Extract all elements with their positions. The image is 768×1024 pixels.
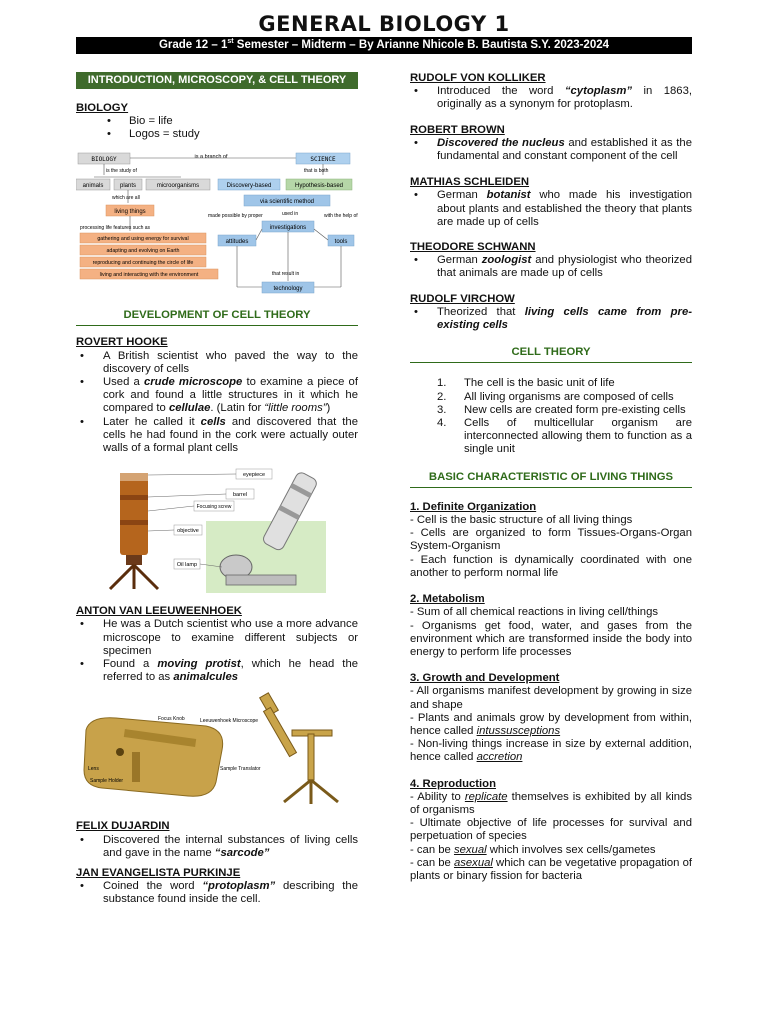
text: “cytoplasm”	[564, 85, 633, 98]
text: , which he head the referred to as	[103, 657, 359, 684]
schwann-heading: THEODORE SCHWANN	[410, 241, 536, 254]
text: - Plants and animals grow by development from within, hence called	[410, 711, 692, 737]
map-science: SCIENCE	[310, 156, 336, 164]
map-result-label: that result in	[272, 271, 300, 278]
map-method: via scientific method	[259, 199, 315, 206]
text: describing the substance found inside the cell.	[103, 880, 358, 906]
map-animals: animals	[82, 183, 104, 190]
list-item: • He was a Dutch scientist who use a more advance microscope to examine different subjects or specimen	[103, 618, 358, 658]
text: - Cell is the basic structure of all living things	[410, 514, 633, 527]
text: which can be vegetative propagation of plants or binary fission for bacteria	[410, 856, 693, 882]
map-feature-4: living and interacting with the environment	[99, 272, 199, 279]
biology-concept-map	[76, 151, 358, 299]
concept-map-svg	[76, 151, 358, 299]
schleiden-list	[410, 189, 692, 229]
list-item	[437, 85, 692, 111]
brown-heading: ROBERT BROWN	[410, 123, 505, 136]
left-column	[76, 72, 358, 907]
kolliker-heading: RUDOLF VON KOLLIKER	[410, 72, 546, 84]
text	[410, 712, 692, 738]
text: in 1863, originally as a synonym for protoplasm.	[437, 85, 692, 111]
text: Theorized that	[437, 305, 525, 318]
virchow-list	[410, 306, 692, 332]
text: which involves sex cells/gametes	[486, 843, 656, 856]
text: - Each function is dynamically coordinated with one another to perform normal life	[410, 553, 692, 579]
text: cellulae	[168, 402, 211, 415]
label-focus-knob: Focus Knob	[158, 716, 185, 723]
map-attitudes: attitudes	[225, 239, 249, 246]
text: Found a	[103, 657, 158, 670]
map-feature-3: reproducing and continuing the circle of life	[92, 260, 194, 267]
cell-theory-heading: CELL THEORY	[410, 346, 692, 363]
leeuwenhoek-list	[76, 618, 358, 684]
text: Discovered the internal substances of living cells and gave in the name	[103, 833, 358, 859]
text: - Organisms get food, water, and gases from the environment which are transformed inside the body into energy to perform life processes	[410, 619, 692, 658]
list-item	[103, 416, 358, 456]
list-item	[103, 880, 358, 906]
text	[410, 857, 692, 883]
list-item: • A British scientist who paved the way to the discovery of cells	[103, 350, 358, 376]
list-item	[437, 137, 692, 163]
label-eyepiece: eyepiece	[242, 472, 266, 479]
text: - can be	[410, 856, 454, 869]
text: crude microscope	[143, 375, 243, 388]
text: Discovered the nucleus	[437, 136, 565, 149]
text: Used a	[103, 375, 144, 388]
label-oil-lamp: Oil lamp	[176, 562, 198, 569]
text: who made his investigation about plants and established the theory that plants are made up of cells	[437, 189, 693, 228]
item-number: 1.	[437, 377, 447, 390]
right-column	[410, 72, 692, 883]
list-item: • Logos = study	[129, 128, 358, 141]
map-plants: plants	[119, 183, 137, 190]
text: Introduced the word	[437, 85, 565, 98]
map-study-label: is the study of	[106, 168, 137, 175]
map-technology: technology	[273, 286, 303, 293]
map-microorganisms: microorganisms	[156, 183, 200, 190]
schleiden-heading: MATHIAS SCHLEIDEN	[410, 176, 530, 189]
list-item	[437, 377, 692, 390]
text: )	[326, 402, 331, 415]
dujardin-heading: FELIX DUJARDIN	[76, 820, 170, 833]
text: New cells are created form pre-existing cells	[464, 403, 686, 416]
cell-theory-list	[410, 377, 692, 456]
text: animalcules	[173, 671, 239, 684]
text	[410, 844, 692, 857]
text: “sarcode”	[214, 846, 270, 859]
growth-heading: 3. Growth and Development	[410, 672, 560, 685]
text: - All organisms manifest development by growing in size and shape	[410, 685, 692, 711]
text	[410, 738, 692, 764]
text: replicate	[464, 790, 508, 803]
text: moving protist	[157, 657, 241, 670]
label-leeu-microscope: Leeuwenhoek Microscope	[200, 718, 259, 725]
text: All living organisms are composed of cells	[464, 390, 674, 403]
list-item	[437, 417, 692, 457]
text: to examine a piece of cork and found a little structures in it which he compared to	[103, 375, 358, 415]
label-focusing-screw: Focusing screw	[196, 504, 232, 511]
biology-heading: BIOLOGY	[76, 101, 129, 114]
list-item	[437, 306, 692, 332]
text: “little rooms”	[264, 402, 327, 415]
text: - can be	[410, 843, 454, 856]
item-number: 4.	[437, 417, 447, 430]
map-help-label: with the help of	[324, 213, 358, 220]
kolliker-list	[410, 85, 692, 111]
text: themselves is exhibited by all kinds of organisms	[410, 790, 692, 816]
purkinje-list	[76, 880, 358, 906]
organization-heading: 1. Definite Organization	[410, 500, 537, 513]
list-item	[103, 834, 358, 860]
text: asexual	[453, 856, 493, 869]
list-item	[437, 403, 692, 417]
subtitle-pre: Grade 12 – 1	[158, 39, 228, 51]
text: and discovered that the cells he had found in the cork were actually outer walls of a formal plant cells	[103, 415, 358, 454]
label-objective: objective	[177, 528, 199, 535]
map-both-label: that is both	[304, 168, 329, 175]
text: accretion	[476, 751, 523, 764]
list-item: • Bio = life	[129, 115, 358, 128]
biology-list	[76, 115, 358, 141]
map-branch-label: is a branch of	[194, 154, 228, 161]
virchow-heading: RUDOLF VIRCHOW	[410, 292, 515, 305]
subtitle-sup: st	[227, 38, 234, 46]
map-feature-1: gathering and using energy for survival	[97, 236, 189, 243]
label-sample-translator: Sample Translator	[220, 766, 261, 773]
subtitle-bar	[76, 37, 692, 54]
map-discovery: Discovery-based	[226, 183, 272, 190]
text: and established it as the fundamental and constant component of the cell	[437, 136, 692, 163]
list-item	[103, 658, 358, 684]
text: sexual	[453, 843, 487, 856]
text	[410, 791, 692, 817]
hooke-list	[76, 350, 358, 456]
map-tools: tools	[334, 239, 348, 246]
text: . (Latin for	[210, 402, 265, 415]
label-sample-holder: Sample Holder	[90, 778, 124, 785]
item-number: 3.	[437, 403, 447, 416]
leeuwenhoek-microscope-svg	[76, 690, 358, 808]
map-made-label: made possible by proper	[208, 213, 263, 220]
list-item	[437, 189, 692, 229]
intro-section-banner: INTRODUCTION, MICROSCOPY, & CELL THEORY	[76, 72, 358, 89]
label-lens: Lens	[88, 766, 99, 773]
subtitle-post: Semester – Midterm – By Arianne Nhicole B. Bautista S.Y. 2023-2024	[233, 39, 610, 51]
hooke-microscope-figure	[76, 465, 358, 595]
list-item	[103, 376, 358, 416]
dev-cell-theory-heading: DEVELOPMENT OF CELL THEORY	[76, 309, 358, 326]
text: and physiologist who theorized that animals are made up of cells	[437, 254, 692, 280]
text: “protoplasm”	[202, 880, 276, 893]
hooke-heading: ROVERT HOOKE	[76, 336, 168, 349]
map-usedin-label: used in	[282, 211, 299, 218]
text: Later he called it	[103, 415, 201, 428]
text: botanist	[486, 189, 531, 202]
text: - Ultimate objective of life processes for survival and perpetuation of species	[410, 817, 692, 843]
hooke-microscope-svg	[76, 465, 358, 595]
text: German	[437, 189, 487, 202]
text: - Ability to	[410, 790, 465, 803]
leeuwenhoek-heading: ANTON VAN LEEUWEENHOEK	[76, 605, 242, 618]
reproduction-heading: 4. Reproduction	[410, 777, 496, 790]
text: Coined the word	[103, 880, 203, 893]
purkinje-heading: JAN EVANGELISTA PURKINJE	[76, 866, 241, 879]
metabolism-heading: 2. Metabolism	[410, 593, 485, 606]
map-living: living things	[114, 209, 146, 216]
text: German	[437, 254, 482, 267]
text: - Sum of all chemical reactions in living cell/things	[410, 606, 659, 619]
label-barrel: barrel	[232, 492, 248, 499]
list-item	[437, 390, 692, 404]
map-which-label: which are all	[112, 195, 140, 202]
list-item	[437, 254, 692, 280]
text: Cells of multicellular organism are interconnected allowing them to function as a single unit	[464, 417, 692, 456]
map-feature-2: adapting and evolving on Earth	[106, 248, 180, 255]
basic-characteristics-heading: BASIC CHARACTERISTIC OF LIVING THINGS	[410, 471, 692, 488]
text: intussusceptions	[476, 724, 561, 737]
page-title: GENERAL BIOLOGY 1	[258, 12, 510, 36]
brown-list	[410, 137, 692, 163]
item-number: 2.	[437, 390, 447, 403]
map-biology: BIOLOGY	[91, 156, 117, 164]
leeuwenhoek-microscope-figure	[76, 690, 358, 808]
text: The cell is the basic unit of life	[464, 377, 615, 390]
text: cells	[200, 415, 226, 428]
map-hypothesis: Hypothesis-based	[294, 183, 344, 190]
map-processing-label: processing life features such as	[80, 225, 151, 232]
schwann-list	[410, 254, 692, 280]
text: living cells came from pre-existing cells	[437, 305, 692, 332]
text: zoologist	[481, 254, 532, 267]
dujardin-list	[76, 834, 358, 860]
text: - Cells are organized to form Tissues-Organs-Organ System-Organism	[410, 527, 692, 553]
text: - Non-living things increase in size by external addition, hence called	[410, 738, 692, 764]
map-investigations: investigations	[269, 225, 307, 232]
